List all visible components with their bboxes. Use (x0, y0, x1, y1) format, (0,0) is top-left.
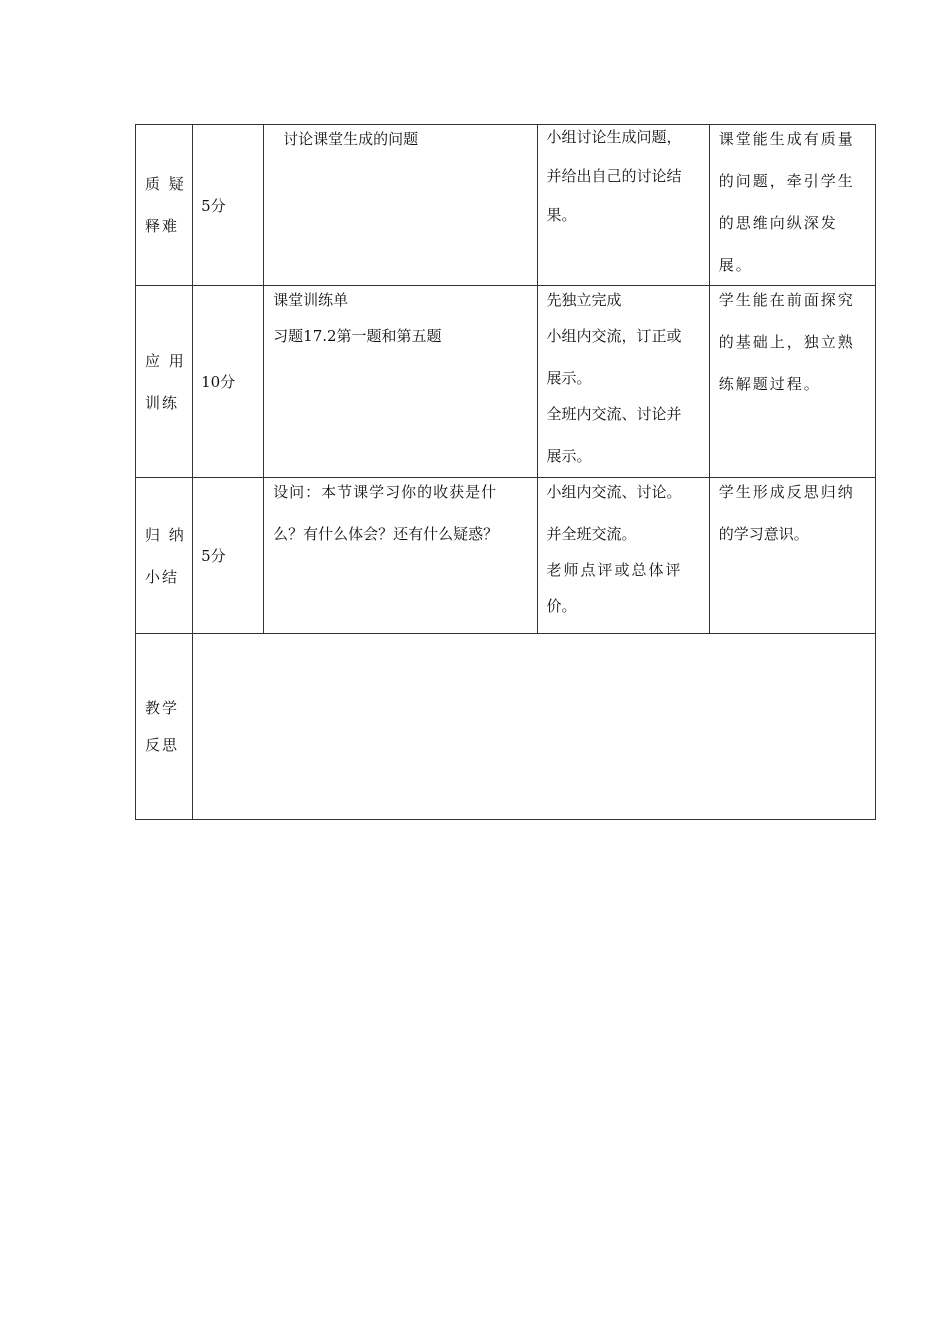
stage-label-line: 释难 (145, 217, 180, 235)
intent-line: 的思维向纵深发 (718, 214, 838, 232)
student-line: 展示。 (546, 447, 592, 465)
design-intent-cell (709, 286, 875, 478)
student-line: 先独立完成 (546, 291, 622, 309)
intent-line: 学生能在前面探究 (718, 291, 855, 309)
student-line: 小组内交流、讨论。 (546, 483, 682, 501)
content-line: 讨论课堂生成的问题 (283, 130, 419, 148)
reflection-cell (193, 634, 876, 820)
stage-cell (136, 125, 193, 286)
stage-cell (136, 478, 193, 634)
student-line: 全班内交流、讨论并 (546, 405, 682, 423)
design-intent-cell (709, 125, 875, 286)
content-line: 么？有什么体会？还有什么疑惑？ (273, 525, 499, 543)
intent-line: 展。 (718, 256, 753, 274)
table-row (136, 286, 876, 478)
intent-line: 学生形成反思归纳 (718, 483, 855, 501)
stage-cell (136, 634, 193, 820)
stage-label-line: 质 疑 (145, 175, 186, 193)
content-line: 设问：本节课学习你的收获是什 (273, 483, 498, 501)
time-cell: 5分 (193, 125, 264, 286)
stage-label-line: 应 用 (145, 351, 186, 370)
table-row (136, 125, 876, 286)
content-cell (264, 125, 537, 286)
table-row (136, 478, 876, 634)
student-line: 展示。 (546, 369, 592, 387)
time-cell: 5分 (193, 478, 264, 634)
student-line: 并给出自己的讨论结 (546, 167, 682, 185)
intent-line: 课堂能生成有质量 (718, 130, 855, 148)
student-line: 小组讨论生成问题， (546, 128, 682, 146)
student-activity-cell (537, 286, 709, 478)
design-intent-cell (709, 478, 875, 634)
lesson-plan-table (135, 124, 876, 820)
stage-label-line: 归 纳 (145, 525, 186, 544)
student-line: 果。 (546, 206, 577, 224)
student-line: 价。 (546, 597, 577, 615)
intent-line: 练解题过程。 (718, 375, 821, 393)
student-activity-cell (537, 125, 709, 286)
student-line: 老师点评或总体评 (546, 561, 683, 579)
intent-line: 的学习意识。 (718, 525, 809, 543)
student-line: 并全班交流。 (546, 525, 637, 543)
content-cell (264, 286, 537, 478)
intent-line: 的问题，牵引学生 (718, 172, 855, 190)
table-row (136, 634, 876, 820)
content-line: 课堂训练单 (273, 291, 349, 309)
stage-label-line: 反思 (145, 735, 180, 754)
content-cell (264, 478, 537, 634)
student-activity-cell (537, 478, 709, 634)
student-line: 小组内交流，订正或 (546, 327, 682, 345)
stage-label-line: 小结 (145, 567, 180, 586)
intent-line: 的基础上，独立熟 (718, 333, 855, 351)
stage-label-line: 教学 (145, 698, 180, 717)
stage-cell (136, 286, 193, 478)
content-line: 习题17.2第一题和第五题 (273, 327, 442, 345)
time-cell: 10分 (193, 286, 264, 478)
stage-label-line: 训练 (145, 393, 180, 412)
